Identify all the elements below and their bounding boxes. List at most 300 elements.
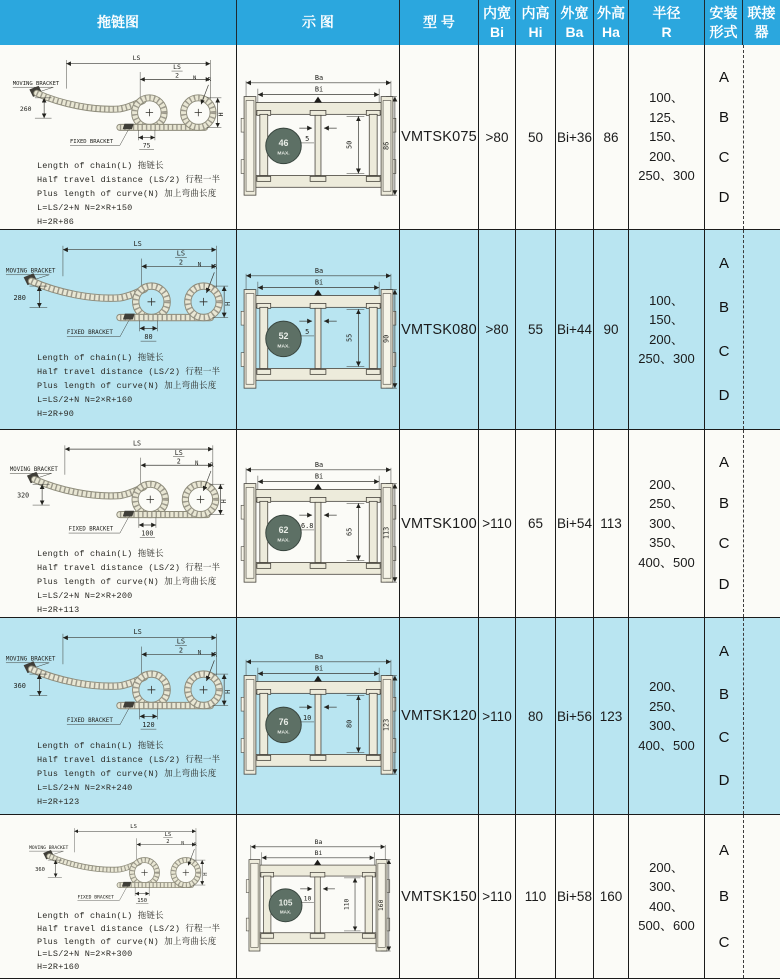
left-height-value: 320: [17, 491, 30, 500]
table-header: [0, 0, 780, 45]
fixed-bracket: [122, 882, 131, 887]
formula-height: H=2R+160: [37, 962, 80, 972]
ls-label: LS: [133, 239, 142, 248]
chain-diagram-cell: [0, 230, 237, 429]
outer-height-value: 113: [600, 516, 622, 531]
ls-dimension: [63, 628, 216, 678]
outer-height-cell: [594, 230, 629, 429]
chain-diagram-cell: [0, 45, 237, 229]
connector-cell: [743, 815, 780, 978]
max-label: MAX.: [276, 344, 290, 350]
outer-height-value: 160: [599, 889, 623, 904]
max-cable-diameter: 62: [278, 524, 288, 535]
outer-height-value: 86: [603, 129, 619, 145]
chain-side-view-diagram: [3, 233, 233, 349]
max-cable-diameter: 46: [278, 137, 288, 148]
divider-width-value: 5: [304, 134, 309, 143]
ls-half-numerator: LS: [176, 249, 186, 258]
r-label: R: [213, 652, 218, 659]
bi-label: Bi: [314, 472, 323, 481]
install-form-option: B: [718, 887, 729, 905]
fixed-bracket: [123, 511, 134, 517]
install-form-option: A: [718, 255, 729, 273]
header-label-cn: 形式: [709, 23, 738, 40]
h-label: H: [217, 112, 226, 117]
chain-diagram-cell: [0, 430, 237, 617]
inner-width-cell: [479, 45, 516, 229]
bottom-dimension-value: 100: [141, 529, 154, 538]
model-number: VMTSK100: [401, 515, 477, 532]
max-cable-diameter: 105: [278, 897, 293, 907]
formula-line: Length of chain(L) 拖链长: [37, 548, 164, 559]
formula-height: H=2R+113: [37, 604, 80, 615]
divider-width-value: 10: [303, 894, 312, 903]
col-header-inner-height: [516, 0, 556, 45]
model-number: VMTSK080: [401, 321, 477, 338]
chain-side-view-diagram: [3, 48, 233, 157]
chain-diagram-cell: [0, 618, 237, 814]
inner-height-dimension: [345, 695, 364, 752]
max-label: MAX.: [276, 730, 290, 736]
bi-label: Bi: [314, 664, 323, 673]
cross-section-cell: [237, 618, 400, 814]
ls-half-numerator: LS: [173, 63, 181, 72]
cross-section-diagram: [243, 834, 393, 962]
install-form-option: B: [718, 494, 729, 512]
install-form-option: A: [718, 841, 729, 859]
outer-height-value: 86: [381, 141, 390, 151]
formula-height: H=2R+86: [37, 216, 75, 227]
formula-line: Half travel distance (LS/2) 行程一半: [37, 755, 221, 766]
inner-width-value: >80: [485, 129, 509, 145]
cross-section-diagram: [238, 69, 399, 207]
divider-marker-icon: [314, 859, 321, 864]
bi-label: Bi: [314, 85, 323, 94]
header-label: 拖链图: [97, 14, 139, 31]
header-label-cn: 半径: [652, 5, 681, 22]
ls-label: LS: [133, 627, 142, 636]
ls-label: LS: [130, 824, 137, 831]
header-label-en: Ha: [602, 23, 620, 40]
inner-width-value: >110: [482, 516, 512, 531]
ls-dimension: [74, 824, 196, 863]
divider-width-value: 6.8: [300, 521, 313, 530]
inner-height-cell: [516, 430, 556, 617]
chain-path: [31, 281, 219, 317]
ls-half-denominator: 2: [175, 71, 180, 80]
header-label-cn: 外宽: [560, 5, 589, 22]
left-height-value: 360: [35, 867, 45, 874]
formula-line: Half travel distance (LS/2) 行程一半: [37, 174, 221, 185]
bottom-dimension-value: 75: [142, 141, 151, 150]
outer-height-cell: [594, 618, 629, 814]
chain-path: [37, 93, 213, 127]
outer-width-cell: [556, 230, 594, 429]
divider-width-value: 10: [302, 713, 311, 722]
connector-cell: [743, 430, 780, 617]
r-label: R: [213, 264, 218, 271]
moving-bracket-label: MOVING BRACKET: [5, 656, 56, 663]
table-row: [0, 430, 780, 618]
fixed-bracket-label: FIXED BRACKET: [66, 718, 113, 725]
max-cable-diameter: 76: [278, 716, 288, 727]
max-label: MAX.: [276, 538, 290, 544]
radius-cell: [629, 230, 705, 429]
outer-height-value: 90: [603, 322, 619, 337]
ba-label: Ba: [314, 652, 323, 661]
header-label-en: Bi: [490, 23, 504, 40]
ls-half-denominator: 2: [166, 838, 170, 845]
formula-length: L=LS/2+N N=2×R+300: [37, 949, 133, 960]
formula-height: H=2R+90: [37, 409, 75, 420]
bottom-dimension-value: 80: [144, 333, 153, 342]
inner-height-value: 80: [345, 719, 354, 729]
formula-line: Half travel distance (LS/2) 行程一半: [37, 562, 221, 573]
radius-options: 200、250、300、400、500: [638, 679, 695, 753]
formula-line: Plus length of curve(N) 加上弯曲长度: [37, 936, 217, 947]
col-header-chain-diagram: [0, 0, 237, 45]
formula-line: Length of chain(L) 拖链长: [37, 911, 164, 921]
r-label: R: [207, 77, 212, 84]
formula-line: Plus length of curve(N) 加上弯曲长度: [37, 769, 217, 780]
fixed-bracket-label: FIXED BRACKET: [70, 139, 114, 146]
r-label: R: [193, 843, 197, 849]
table-row: [0, 45, 780, 230]
n-label: N: [192, 75, 197, 82]
bottom-dimension: [140, 320, 158, 341]
inner-height-dimension: [345, 503, 364, 560]
ls-half-denominator: 2: [178, 646, 183, 655]
formula-length: L=LS/2+N N=2×R+240: [37, 783, 133, 794]
ls-dimension: [65, 439, 213, 488]
install-form-option: C: [718, 342, 730, 360]
divider-marker-icon: [314, 289, 322, 295]
formula-line: Length of chain(L) 拖链长: [37, 353, 164, 363]
inner-height-value: 50: [345, 140, 354, 150]
chain-link-frame: [241, 676, 396, 775]
install-form-cell: [705, 430, 743, 617]
outer-width-cell: [556, 430, 594, 617]
install-form-option: A: [718, 643, 729, 660]
inner-height-dimension: [345, 116, 364, 173]
inner-height-cell: [516, 815, 556, 978]
cable-hole: [265, 515, 300, 550]
bi-label: Bi: [314, 278, 323, 287]
chain-path: [35, 479, 216, 514]
header-label-en: Ba: [565, 23, 584, 40]
fixed-bracket: [123, 124, 134, 130]
header-label-cn: 内高: [521, 5, 550, 22]
header-label-cn: 联接: [747, 5, 776, 22]
chain-path: [31, 669, 219, 705]
fixed-bracket-callout: [67, 702, 135, 725]
install-form-option: D: [718, 576, 730, 594]
header-label-cn: 安装: [709, 5, 738, 22]
outer-height-value: 123: [381, 718, 390, 732]
formula-height: H=2R+123: [37, 797, 80, 808]
install-form-option: C: [718, 729, 730, 746]
ba-label: Ba: [314, 73, 323, 82]
formula-length: L=LS/2+N N=2×R+160: [37, 395, 133, 406]
chain-path: [49, 856, 198, 885]
ls-half-numerator: LS: [176, 637, 186, 646]
model-cell: [400, 430, 479, 617]
outer-height-cell: [594, 430, 629, 617]
cross-section-diagram: [238, 262, 399, 400]
chain-diagram-cell: [0, 815, 237, 978]
outer-width-value: Bi+54: [557, 516, 592, 531]
outer-width-value: Bi+44: [557, 322, 592, 337]
ls-half-denominator: 2: [178, 258, 183, 267]
radius-options: 200、250、300、350、400、500: [638, 476, 695, 570]
cable-hole: [265, 321, 300, 356]
header-label-cn: 器: [754, 23, 769, 40]
moving-bracket-label: MOVING BRACKET: [9, 466, 58, 473]
table-row: [0, 618, 780, 815]
chain-side-view-diagram: [3, 621, 233, 737]
chain-link-frame: [241, 97, 396, 196]
cross-section-diagram: [238, 456, 399, 594]
left-height-value: 280: [13, 293, 26, 302]
chain-link-frame: [246, 859, 390, 950]
cross-section-cell: [237, 230, 400, 429]
header-label-cn: 内宽: [483, 5, 511, 22]
cross-section-cell: [237, 430, 400, 617]
fixed-bracket: [123, 314, 135, 320]
col-header-connector: [743, 0, 780, 45]
header-label-cn: 外高: [597, 5, 625, 22]
inner-height-dimension: [343, 877, 361, 930]
table-row: [0, 815, 780, 979]
col-header-outer-width: [556, 0, 594, 45]
divider-marker-icon: [314, 97, 322, 103]
install-form-option: C: [718, 535, 730, 553]
outer-width-cell: [556, 618, 594, 814]
table-row: [0, 230, 780, 430]
connector-cell: [743, 45, 780, 229]
radius-options: 200、300、400、500、600: [638, 859, 695, 933]
formula-length: L=LS/2+N N=2×R+150: [37, 202, 133, 213]
col-header-model: [400, 0, 479, 45]
outer-height-value: 160: [376, 899, 385, 911]
chain-formulas: [37, 159, 220, 229]
inner-width-cell: [479, 815, 516, 978]
h-label: H: [224, 301, 233, 306]
ls-dimension: [66, 54, 210, 102]
header-label: 型 号: [423, 14, 455, 31]
formula-length: L=LS/2+N N=2×R+200: [37, 590, 133, 601]
model-cell: [400, 45, 479, 229]
ls-label: LS: [132, 439, 141, 448]
inner-height-value: 50: [527, 129, 544, 145]
header-label: 示 图: [302, 14, 334, 31]
cross-section-cell: [237, 815, 400, 978]
radius-options: 100、150、200、250、300: [638, 292, 695, 366]
outer-width-value: Bi+56: [557, 708, 592, 724]
model-cell: [400, 230, 479, 429]
left-height-value: 360: [13, 681, 26, 690]
ba-label: Ba: [314, 460, 323, 469]
col-header-inner-width: [479, 0, 516, 45]
install-form-option: C: [718, 934, 730, 952]
install-form-option: B: [718, 108, 729, 126]
max-label: MAX.: [276, 151, 290, 157]
formula-line: Half travel distance (LS/2) 行程一半: [37, 367, 221, 378]
chain-link-frame: [241, 483, 396, 582]
n-label: N: [195, 461, 199, 468]
chain-formulas: [37, 547, 220, 617]
install-form-cell: [705, 618, 743, 814]
formula-line: Half travel distance (LS/2) 行程一半: [37, 923, 221, 934]
outer-height-value: 113: [381, 526, 390, 539]
ba-label: Ba: [314, 266, 323, 275]
fixed-bracket-callout: [77, 882, 131, 900]
moving-bracket-label: MOVING BRACKET: [12, 80, 60, 87]
divider-marker-icon: [314, 483, 322, 489]
cross-section-diagram: [238, 648, 399, 786]
outer-height-value: 123: [599, 708, 623, 724]
inner-width-value: >110: [482, 889, 512, 904]
install-form-cell: [705, 230, 743, 429]
ls-half-denominator: 2: [176, 457, 181, 466]
radius-cell: [629, 430, 705, 617]
inner-width-value: >80: [485, 322, 509, 337]
moving-bracket-label: MOVING BRACKET: [5, 268, 56, 275]
model-cell: [400, 815, 479, 978]
bottom-dimension: [140, 708, 158, 729]
install-form-option: D: [718, 772, 730, 789]
inner-width-value: >110: [482, 708, 512, 724]
chain-side-view-diagram: [3, 818, 233, 910]
formula-line: Plus length of curve(N) 加上弯曲长度: [37, 381, 217, 392]
ls-dimension: [63, 240, 216, 290]
h-label: H: [220, 499, 229, 504]
install-form-option: C: [718, 148, 730, 166]
install-form-option: D: [718, 386, 730, 404]
inner-height-cell: [516, 618, 556, 814]
radius-cell: [629, 815, 705, 978]
bottom-dimension-value: 120: [142, 721, 155, 730]
n-label: N: [197, 262, 202, 269]
inner-height-cell: [516, 45, 556, 229]
header-label-en: Hi: [528, 23, 543, 40]
fixed-bracket-label: FIXED BRACKET: [66, 330, 113, 337]
formula-line: Length of chain(L) 拖链长: [37, 741, 164, 751]
inner-height-value: 65: [527, 516, 544, 531]
model-number: VMTSK150: [401, 888, 477, 905]
inner-width-cell: [479, 618, 516, 814]
col-header-radius: [629, 0, 705, 45]
cable-hole: [265, 707, 300, 742]
header-label-en: R: [661, 23, 672, 40]
model-number: VMTSK075: [401, 129, 477, 145]
max-label: MAX.: [279, 909, 292, 915]
inner-height-value: 110: [342, 898, 351, 910]
install-form-cell: [705, 45, 743, 229]
outer-height-cell: [594, 815, 629, 978]
ls-half-numerator: LS: [174, 448, 183, 457]
ls-half-numerator: LS: [164, 831, 172, 838]
inner-width-cell: [479, 230, 516, 429]
inner-height-value: 55: [527, 322, 544, 337]
inner-height-cell: [516, 230, 556, 429]
fixed-bracket-label: FIXED BRACKET: [77, 895, 114, 901]
connector-cell: [743, 618, 780, 814]
inner-height-value: 55: [345, 333, 354, 342]
fixed-bracket-callout: [69, 511, 134, 533]
fixed-bracket-label: FIXED BRACKET: [68, 526, 114, 533]
install-form-option: B: [718, 686, 729, 703]
cable-hole: [265, 128, 300, 163]
outer-width-value: Bi+36: [557, 129, 592, 145]
fixed-bracket-callout: [70, 124, 134, 146]
inner-height-value: 110: [524, 889, 547, 904]
inner-height-value: 65: [345, 527, 354, 536]
outer-width-cell: [556, 45, 594, 229]
inner-height-dimension: [345, 309, 364, 366]
left-height-value: 260: [19, 104, 32, 113]
inner-height-value: 80: [527, 708, 544, 724]
install-form-option: B: [718, 299, 729, 317]
h-label: H: [224, 689, 233, 694]
outer-height-value: 90: [381, 334, 390, 343]
col-header-install-form: [705, 0, 743, 45]
inner-width-cell: [479, 430, 516, 617]
install-form-cell: [705, 815, 743, 978]
outer-height-cell: [594, 45, 629, 229]
h-label: H: [202, 872, 209, 876]
bottom-dimension-value: 150: [137, 898, 148, 905]
fixed-bracket: [123, 702, 135, 708]
fixed-bracket-callout: [67, 314, 135, 337]
formula-line: Plus length of curve(N) 加上弯曲长度: [37, 188, 217, 199]
ba-label: Ba: [314, 837, 323, 846]
chain-formulas: [37, 910, 220, 974]
radius-cell: [629, 618, 705, 814]
model-number: VMTSK120: [401, 708, 477, 724]
divider-width-value: 5: [304, 327, 309, 336]
model-cell: [400, 618, 479, 814]
n-label: N: [181, 841, 185, 847]
radius-cell: [629, 45, 705, 229]
ls-label: LS: [132, 53, 141, 62]
outer-width-cell: [556, 815, 594, 978]
bi-label: Bi: [314, 848, 323, 857]
chain-formulas: [37, 351, 220, 421]
chain-side-view-diagram: [3, 433, 233, 545]
install-form-option: A: [718, 68, 729, 86]
max-cable-diameter: 52: [278, 330, 288, 341]
cross-section-cell: [237, 45, 400, 229]
bottom-dimension: [139, 517, 156, 537]
divider-marker-icon: [314, 676, 322, 682]
chain-link-frame: [241, 289, 396, 388]
moving-bracket-label: MOVING BRACKET: [29, 846, 69, 852]
bottom-dimension: [138, 130, 155, 150]
connector-cell: [743, 230, 780, 429]
formula-line: Plus length of curve(N) 加上弯曲长度: [37, 576, 217, 587]
r-label: R: [210, 463, 214, 470]
col-header-outer-height: [594, 0, 629, 45]
radius-options: 100、125、150、200、250、300: [638, 90, 695, 184]
install-form-option: A: [718, 453, 729, 471]
n-label: N: [197, 650, 202, 657]
chain-formulas: [37, 739, 220, 809]
formula-line: Length of chain(L) 拖链长: [37, 160, 164, 171]
install-form-option: D: [718, 188, 730, 206]
bottom-dimension: [135, 887, 149, 904]
cable-hole: [269, 888, 302, 921]
